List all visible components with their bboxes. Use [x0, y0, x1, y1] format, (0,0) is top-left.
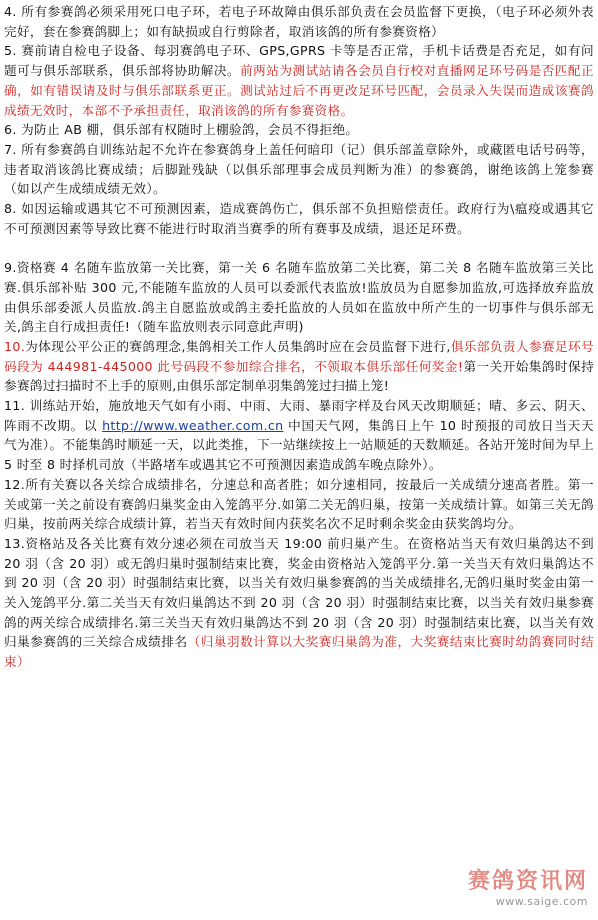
rule-11-text-b: 中国天气网，集鸽日上午 10 时预报的司放日当天天气为准）。不能集鸽时顺延一天，以此类推，下一站继续按上一站顺延的天数顺延。各站开笼时间为早上 5 时至 8 时择机司放（半路堵车或遇其它不可预测因素造成鸽车晚点除外）。: [4, 417, 594, 473]
rule-9: 9.资格赛 4 名随车监放第一关比赛，第一关 6 名随车监放第二关比赛，第二关 8 名随车监放第三关比赛.俱乐部补贴 300 元,不能随车监放的人员可以委派代表监放!监放员为自愿参加监放,可选择放弃监放由俱乐部委派人员监放.鸽主自愿监放或鸽主委托监放的人员如在监放中所产生的一切事件与俱乐部无关,鸽主自行成担责任!（随车监放则表示同意此声明): [4, 260, 594, 335]
rule-12: 12.所有关赛以各关综合成绩排名，分速总和高者胜；如分速相同，按最后一关成绩分速高者胜。第一关或第一关之前设有赛鸽归巢奖金由入笼鸽平分.如第二关无鸽归巢，按第一关成绩计算。如第三关无鸽归巢，按前两关综合成绩计算，若当天有效时间内获奖名次不足时剩余奖金由获奖鸽均分。: [4, 476, 594, 532]
rule-5-text: 5. 赛前请自检电子设备、每羽赛鸽电子环、GPS,GPRS 卡等是否正常，手机卡话费是否充足，如有问题可与俱乐部联系，俱乐部将协助解决。: [4, 43, 594, 79]
rule-6: 6. 为防止 AB 棚，俱乐部有权随时上棚验鸽，会员不得拒绝。: [4, 122, 359, 138]
rule-4: 4. 所有参赛鸽必须采用死口电子环，若电子环故障由俱乐部负责在会员监督下更换，（电子环必须外表完好，套在参赛鸽脚上；如有缺损或自行剪除者，取消该鸽的所有参赛资格）: [4, 4, 594, 39]
watermark-url: www.saige.com: [495, 895, 588, 908]
rule-11-text-a: 11. 训练站开始，施放地天气如有小雨、中雨、大雨、暴雨字样及台风天改期顺延；晴、多云、阴天、阵雨不改期。以: [4, 398, 594, 433]
rule-8: 8. 如因运输或遇其它不可预测因素，造成赛鸽伤亡，俱乐部不负担赔偿责任。政府行为\瘟疫或遇其它不可预测因素等导致比赛不能进行时取消当赛季的所有赛事及成绩，退还足环费。: [4, 201, 594, 236]
paragraph-spacer: [4, 238, 594, 258]
rule-13-note: （归巢羽数计算以大奖赛归巢鸽为准，大奖赛结束比赛时幼鸽赛同时结束）: [4, 634, 594, 670]
document-body: [4, 2, 594, 672]
rule-7: 7. 所有参赛鸽自训练站起不允许在参赛鸽身上盖任何暗印（记）俱乐部盖章除外，或藏匿电话号码等，违者取消该鸽比赛成绩；后脚趾残缺（以俱乐部理事会成员判断为准）的参赛鸽，谢绝该鸽上笼参赛（如以产生成绩成绩无效）。: [4, 141, 594, 197]
rule-13-text: 13.资格站及各关比赛有效分速必须在司放当天 19:00 前归巢产生。在资格站当天有效归巢鸽达不到 20 羽（含 20 羽）或无鸽归巢时强制结束比赛，奖金由资格站入笼鸽平分.第一关当天有效归巢鸽达不到 20 羽（含 20 羽）时强制结束比赛，以当关有效归巢参赛鸽的当关成绩排名,无鸽归巢时奖金由第一关入笼鸽平分.第二关当天有效归巢鸽达不到 20 羽（含 20 羽）时强制结束比赛，以当关有效归巢参赛鸽的两关综合成绩排名.第三关当天有效归巢鸽达不到 20 羽（含 20 羽）时强制结束比赛，以当关有效归巢参赛鸽的三关综合成绩排名: [4, 535, 594, 650]
rule-13: [4, 534, 594, 672]
rule-10-text-a: 为体现公平公正的赛鸽理念,集鸽相关工作人员集鸽时应在会员监督下进行,: [25, 338, 451, 354]
rule-10-number: 10.: [4, 338, 26, 354]
watermark-logo: [468, 864, 588, 908]
rule-10: [4, 337, 594, 396]
rule-11: [4, 396, 594, 475]
rule-5: [4, 41, 594, 120]
rule-10-text-b: 第一关开始集鸽时保持参赛鸽过扫描时不上手的原则,由俱乐部定制单羽集鸽笼过扫描上笼!: [4, 358, 595, 394]
rule-5-warning: 前两站为测试站请各会员自行校对直播网足环号码是否匹配正确，如有错误请及时与俱乐部联系更正。测试站过后不再更改足环号匹配，会员录入失误而造成该赛鸽成绩无效时，本部不予承担责任，取消该鸽的所有参赛资格。: [4, 63, 594, 118]
watermark-title: 赛鸽资讯网: [467, 869, 588, 894]
weather-link[interactable]: http://www.weather.com.cn: [102, 417, 284, 433]
rule-10-warning: 俱乐部负责人参赛足环号码段为 444981-445000 此号码段不参加综合排名，不领取本俱乐部任何奖金!: [4, 338, 594, 374]
